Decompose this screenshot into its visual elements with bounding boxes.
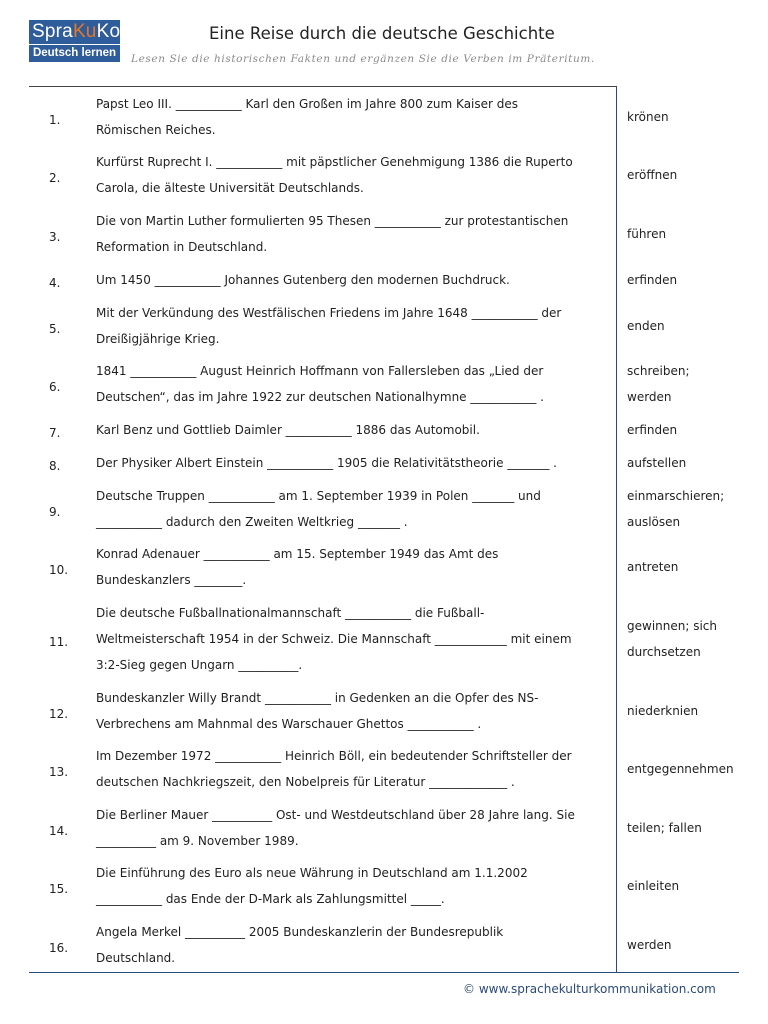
- exercise-number: 13.: [49, 765, 69, 779]
- exercise-number: 6.: [49, 380, 61, 394]
- sentence-line: 3:2-Sieg gegen Ungarn __________.: [96, 658, 303, 672]
- sentence-line: Verbrechens am Mahnmal des Warschauer Ghettos ___________ .: [96, 717, 482, 731]
- page-title: Eine Reise durch die deutsche Geschichte: [209, 24, 555, 43]
- exercise-sentence: [96, 743, 611, 795]
- exercise-number: 11.: [49, 635, 69, 649]
- verb-text: erfinden: [627, 423, 678, 437]
- exercise-number: 7.: [49, 426, 61, 440]
- exercise-verb: [627, 815, 702, 841]
- verb-text: schreiben;: [627, 364, 690, 378]
- verb-text: teilen; fallen: [627, 821, 702, 835]
- verb-text: antreten: [627, 560, 679, 574]
- exercise-verb: [627, 756, 734, 782]
- verb-text: krönen: [627, 110, 669, 124]
- sentence-line: Dreißigjährige Krieg.: [96, 332, 220, 346]
- sentence-line: Deutschland.: [96, 951, 176, 965]
- exercise-sentence: [96, 208, 611, 260]
- exercise-verb: [627, 417, 677, 443]
- sentence-line: __________ am 9. November 1989.: [96, 834, 299, 848]
- exercise-sentence: [96, 802, 611, 854]
- exercise-sentence: [96, 417, 611, 443]
- exercise-sentence: [96, 600, 611, 678]
- exercise-sentence: [96, 860, 611, 912]
- sentence-line: 1841 ___________ August Heinrich Hoffmann von Fallersleben das „Lied der: [96, 364, 544, 378]
- verb-text: einleiten: [627, 879, 680, 893]
- verb-text: aufstellen: [627, 456, 687, 470]
- sentence-line: Kurfürst Ruprecht I. ___________ mit päpstlicher Genehmigung 1386 die Ruperto: [96, 155, 573, 169]
- exercise-sentence: [96, 300, 611, 352]
- exercise-verb: [627, 221, 666, 247]
- top-divider: [29, 86, 616, 87]
- logo-wordmark: SpraKuKo: [29, 20, 120, 44]
- exercise-number: 5.: [49, 322, 61, 336]
- exercise-sentence: [96, 541, 611, 593]
- exercise-number: 3.: [49, 230, 61, 244]
- sentence-line: Papst Leo III. ___________ Karl den Großen im Jahre 800 zum Kaiser des: [96, 97, 519, 111]
- column-divider: [616, 86, 617, 972]
- exercise-number: 2.: [49, 171, 61, 185]
- exercise-sentence: [96, 358, 611, 410]
- sentence-line: Angela Merkel __________ 2005 Bundeskanzlerin der Bundesrepublik: [96, 925, 504, 939]
- verb-text: erfinden: [627, 273, 678, 287]
- instructions: Lesen Sie die historischen Fakten und ergänzen Sie die Verben im Präteritum.: [131, 53, 595, 65]
- exercise-sentence: [96, 919, 611, 971]
- footer-copyright: © www.sprachekulturkommunikation.com: [463, 982, 716, 996]
- verb-text: auslösen: [627, 515, 681, 529]
- sentence-line: Reformation in Deutschland.: [96, 240, 268, 254]
- sentence-line: Bundeskanzlers ________.: [96, 573, 247, 587]
- verb-text: durchsetzen: [627, 645, 701, 659]
- logo-tagline: Deutsch lernen: [29, 45, 120, 62]
- sentence-line: Die deutsche Fußballnationalmannschaft ___________ die Fußball-: [96, 606, 485, 620]
- exercise-verb: [627, 873, 679, 899]
- exercise-sentence: [96, 450, 611, 476]
- exercise-sentence: [96, 91, 611, 143]
- sentence-line: Die von Martin Luther formulierten 95 Thesen ___________ zur protestantischen: [96, 214, 569, 228]
- exercise-verb: [627, 267, 677, 293]
- verb-text: gewinnen; sich: [627, 619, 717, 633]
- sentence-line: ___________ dadurch den Zweiten Weltkrieg _______ .: [96, 515, 408, 529]
- sentence-line: Die Berliner Mauer __________ Ost- und Westdeutschland über 28 Jahre lang. Sie: [96, 808, 575, 822]
- exercise-sentence: [96, 483, 611, 535]
- sentence-line: Konrad Adenauer ___________ am 15. September 1949 das Amt des: [96, 547, 499, 561]
- exercise-number: 10.: [49, 563, 69, 577]
- exercise-number: 4.: [49, 276, 61, 290]
- exercise-verb: [627, 450, 686, 476]
- exercise-number: 12.: [49, 707, 69, 721]
- exercise-verb: [627, 104, 669, 130]
- exercise-verb: [627, 313, 665, 339]
- logo: [29, 20, 120, 61]
- exercise-number: 1.: [49, 113, 61, 127]
- exercise-sentence: [96, 267, 611, 293]
- verb-text: niederknien: [627, 704, 699, 718]
- sentence-line: Der Physiker Albert Einstein ___________ 1905 die Relativitätstheorie _______ .: [96, 456, 557, 470]
- sentence-line: Weltmeisterschaft 1954 in der Schweiz. Die Mannschaft ____________ mit einem: [96, 632, 572, 646]
- exercise-sentence: [96, 685, 611, 737]
- exercise-verb: [627, 358, 690, 410]
- exercise-number: 9.: [49, 505, 61, 519]
- exercise-verb: [627, 932, 672, 958]
- sentence-line: Um 1450 ___________ Johannes Gutenberg den modernen Buchdruck.: [96, 273, 510, 287]
- sentence-line: Carola, die älteste Universität Deutschlands.: [96, 181, 364, 195]
- verb-text: einmarschieren;: [627, 489, 725, 503]
- sentence-line: Karl Benz und Gottlieb Daimler ___________ 1886 das Automobil.: [96, 423, 480, 437]
- sentence-line: Deutschen“, das im Jahre 1922 zur deutschen Nationalhymne ___________ .: [96, 390, 544, 404]
- sentence-line: Mit der Verkündung des Westfälischen Friedens im Jahre 1648 ___________ der: [96, 306, 562, 320]
- verb-text: entgegennehmen: [627, 762, 734, 776]
- exercise-verb: [627, 554, 678, 580]
- verb-text: werden: [627, 390, 672, 404]
- sentence-line: Deutsche Truppen ___________ am 1. September 1939 in Polen _______ und: [96, 489, 541, 503]
- verb-text: führen: [627, 227, 667, 241]
- exercise-number: 8.: [49, 459, 61, 473]
- verb-text: enden: [627, 319, 665, 333]
- exercise-verb: [627, 698, 698, 724]
- exercise-number: 15.: [49, 882, 69, 896]
- verb-text: werden: [627, 938, 672, 952]
- exercise-number: 16.: [49, 941, 69, 955]
- sentence-line: Die Einführung des Euro als neue Währung in Deutschland am 1.1.2002: [96, 866, 528, 880]
- exercise-verb: [627, 613, 717, 665]
- sentence-line: Im Dezember 1972 ___________ Heinrich Böll, ein bedeutender Schriftsteller der: [96, 749, 572, 763]
- sentence-line: Bundeskanzler Willy Brandt ___________ in Gedenken an die Opfer des NS-: [96, 691, 539, 705]
- sentence-line: Römischen Reiches.: [96, 123, 216, 137]
- exercise-number: 14.: [49, 824, 69, 838]
- sentence-line: deutschen Nachkriegszeit, den Nobelpreis für Literatur _____________ .: [96, 775, 515, 789]
- exercise-verb: [627, 483, 724, 535]
- verb-text: eröffnen: [627, 168, 678, 182]
- exercise-sentence: [96, 149, 611, 201]
- bottom-divider: [29, 972, 739, 973]
- exercise-verb: [627, 162, 677, 188]
- sentence-line: ___________ das Ende der D-Mark als Zahlungsmittel _____.: [96, 892, 445, 906]
